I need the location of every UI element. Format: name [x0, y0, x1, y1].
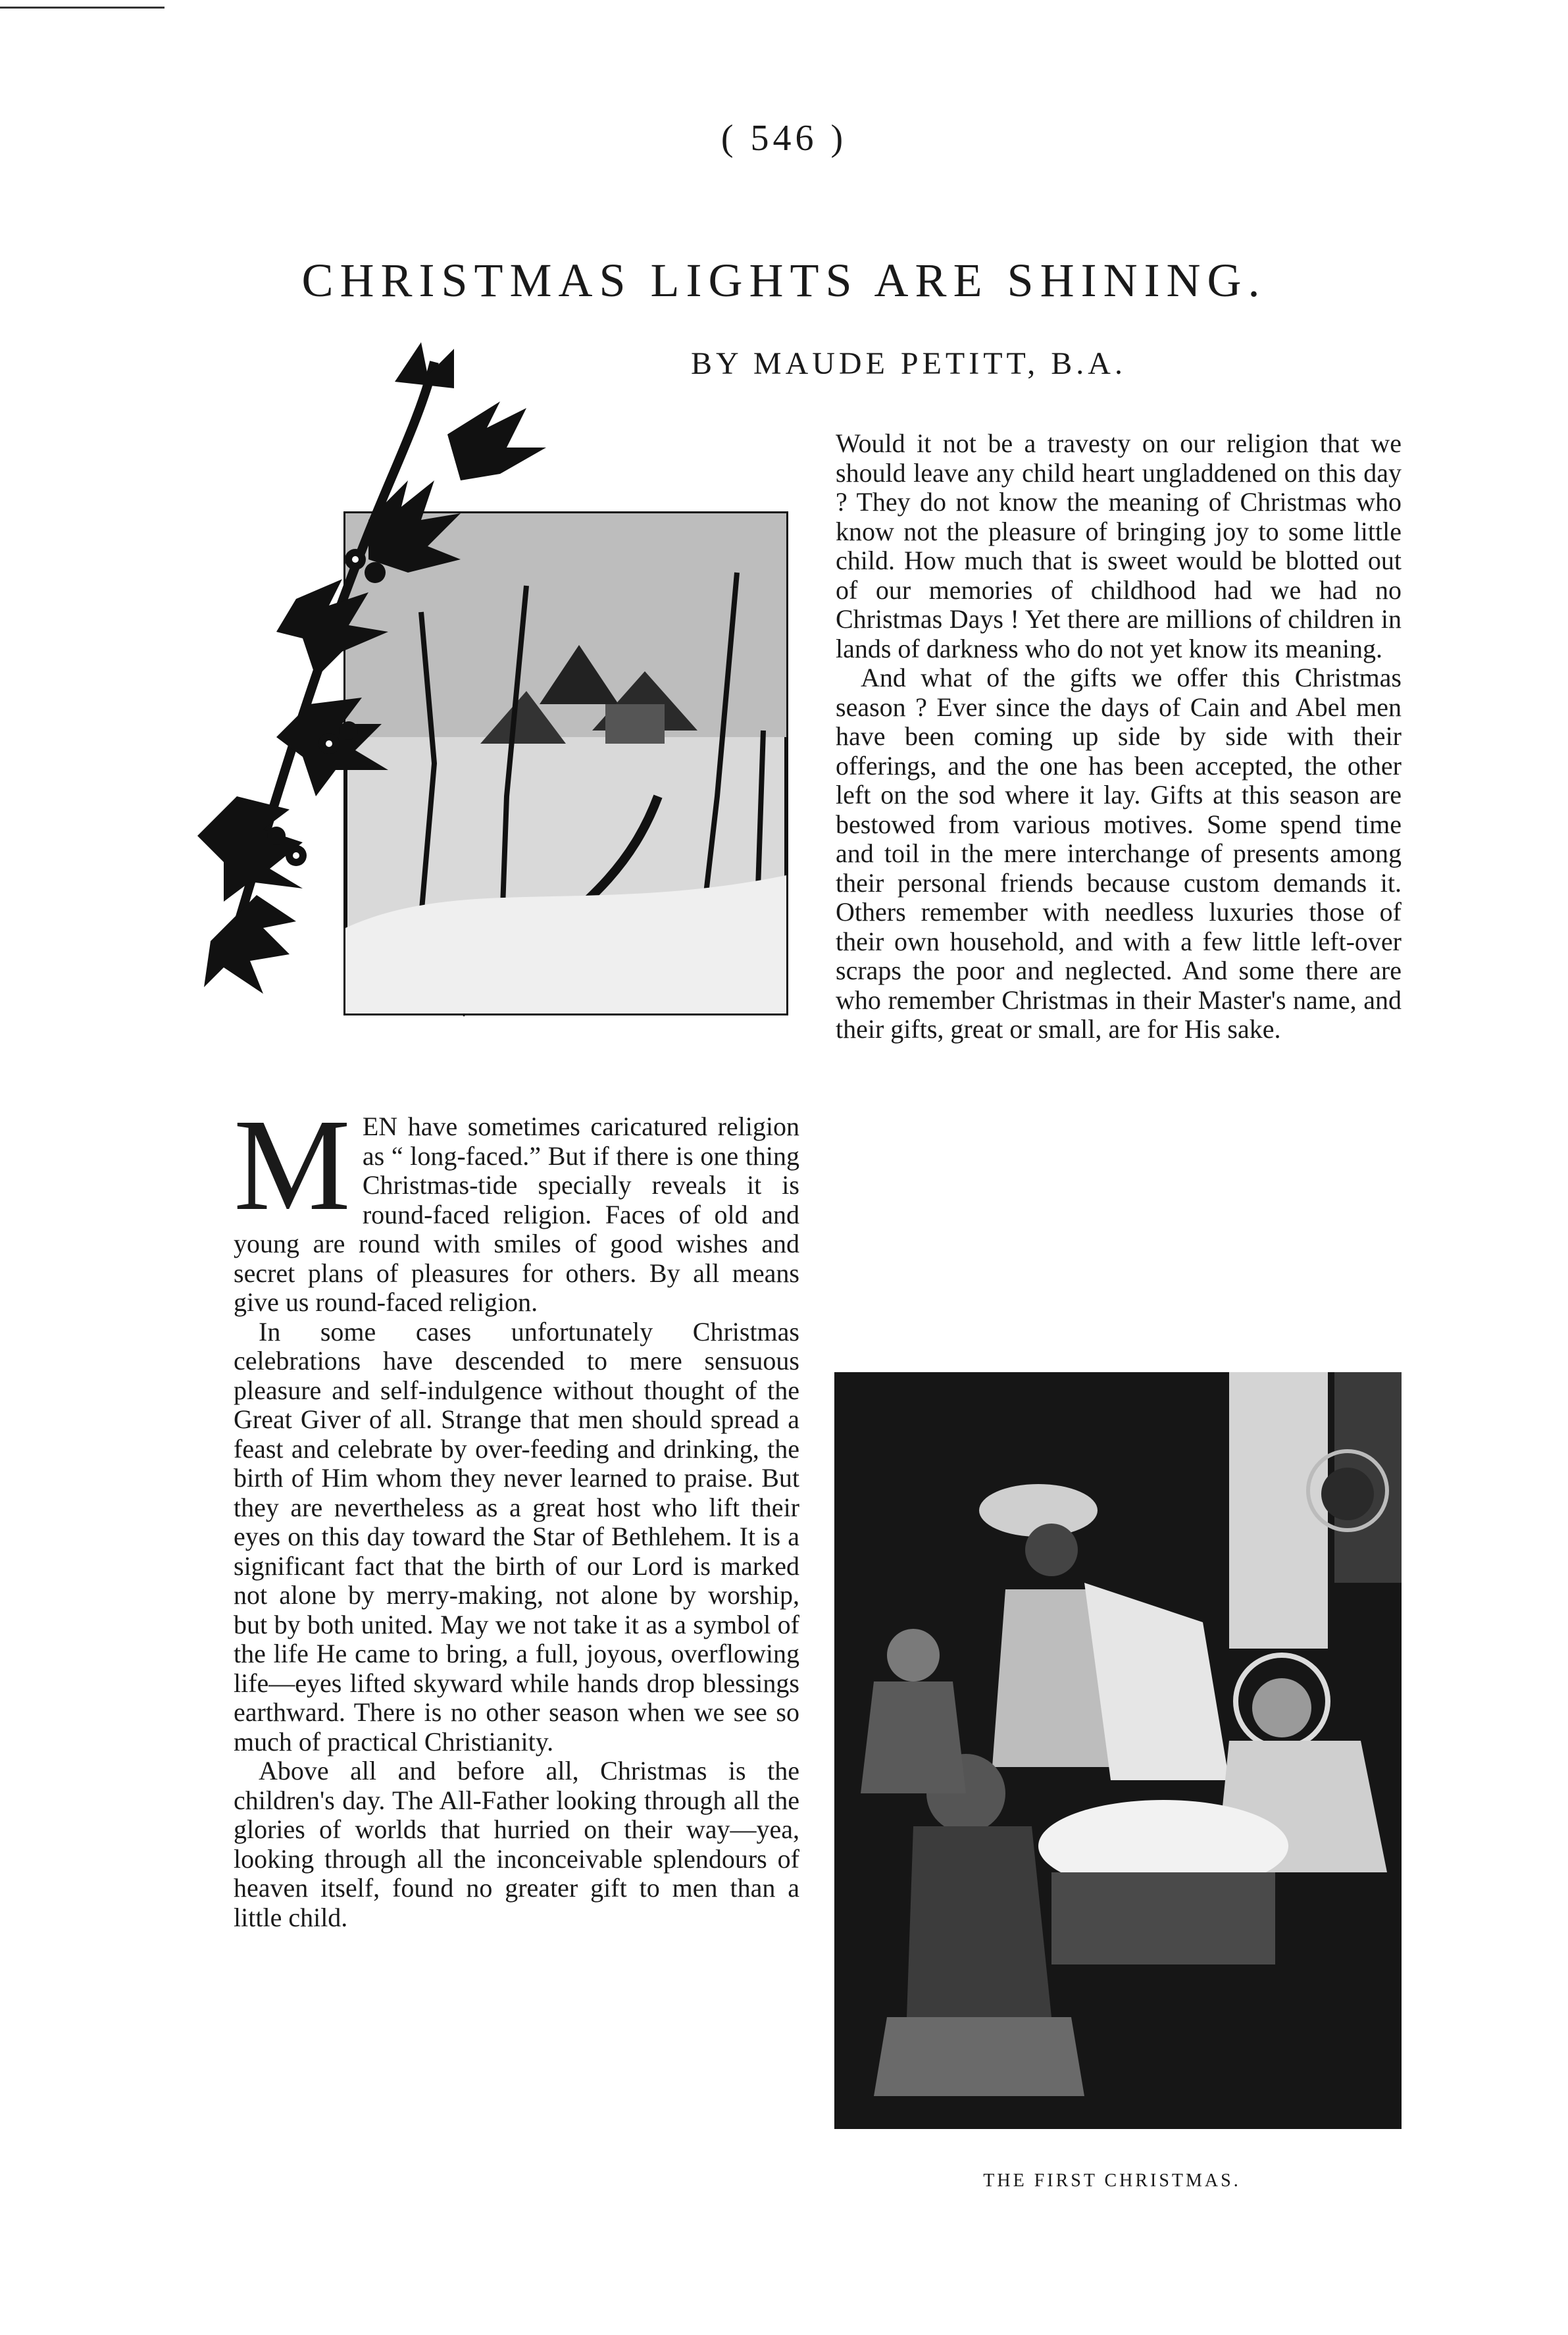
image-caption: THE FIRST CHRISTMAS.: [983, 2170, 1241, 2191]
nativity-illustration: [834, 1372, 1402, 2129]
paragraph: Above all and before all, Christmas is the children's day. The All-Father looking through all the glories of worlds that hurried on their way—yea, looking through all the inconceivable splendours of heaven itself, found no greater gift to men than a little child.: [234, 1756, 799, 1932]
paragraph: And what of the gifts we offer this Christmas season ? Ever since the days of Cain and Abel men have been coming up side by side with their offerings, and the one has been accepted, the other left on the sod where it lay. Gifts at this season are bestowed from various motives. Some spend time and toil in the mere interchange of presents among their personal friends because custom demands it. Others remember with needless luxuries those of their own household, and with a few little left-over scraps the poor and neglected. And some there are who remember Christmas in their Master's name, and their gifts, great or small, are for His sake.: [836, 663, 1402, 1044]
paragraph: In some cases unfortunately Christmas celebrations have descended to mere sensuous pleasure and self-indulgence without thought of the Great Giver of all. Strange that men should spread a feast and celebrate by over-feeding and drinking, the birth of Him whom they never learned to praise. But they are nevertheless as a great host who lift their eyes on this day toward the Star of Bethlehem. It is a significant fact that the birth of our Lord is marked not alone by merry-making, not alone by worship, but by both united. May we not take it as a symbol of the life He came to bring, a full, joyous, overflowing life—eyes lifted skyward while hands drop blessings earthward. There is no other season when we see so much of practical Christianity.: [234, 1316, 799, 1757]
paragraph: [234, 1092, 799, 1318]
holly-village-illustration: [197, 336, 822, 1092]
top-rule: [0, 7, 164, 9]
page-number: ( 546 ): [721, 118, 847, 159]
article-title: CHRISTMAS LIGHTS ARE SHINING.: [301, 254, 1267, 307]
right-column: [836, 429, 1402, 1044]
paragraph: Would it not be a travesty on our religion that we should leave any child heart ungladdened on this day ? They do not know the meaning of Christmas who know not the pleasure of bringing joy to some little child. How much that is sweet would be blotted out of our memories of childhood had we had no Christmas Days ! Yet there are millions of children in lands of darkness who do not yet know its meaning.: [836, 428, 1402, 663]
drop-cap: M: [234, 1092, 351, 1238]
paragraph-text: EN have sometimes caricatured religion as “ long-faced.” But if there is one thing Christmas-tide specially reveals it is round-faced religion. Faces of old and young are round with smiles of good wishes and secret plans of pleasures for others. By all means give us round-faced religion.: [234, 1112, 799, 1317]
byline: BY MAUDE PETITT, B.A.: [691, 346, 1126, 381]
left-column: [234, 1092, 799, 1932]
